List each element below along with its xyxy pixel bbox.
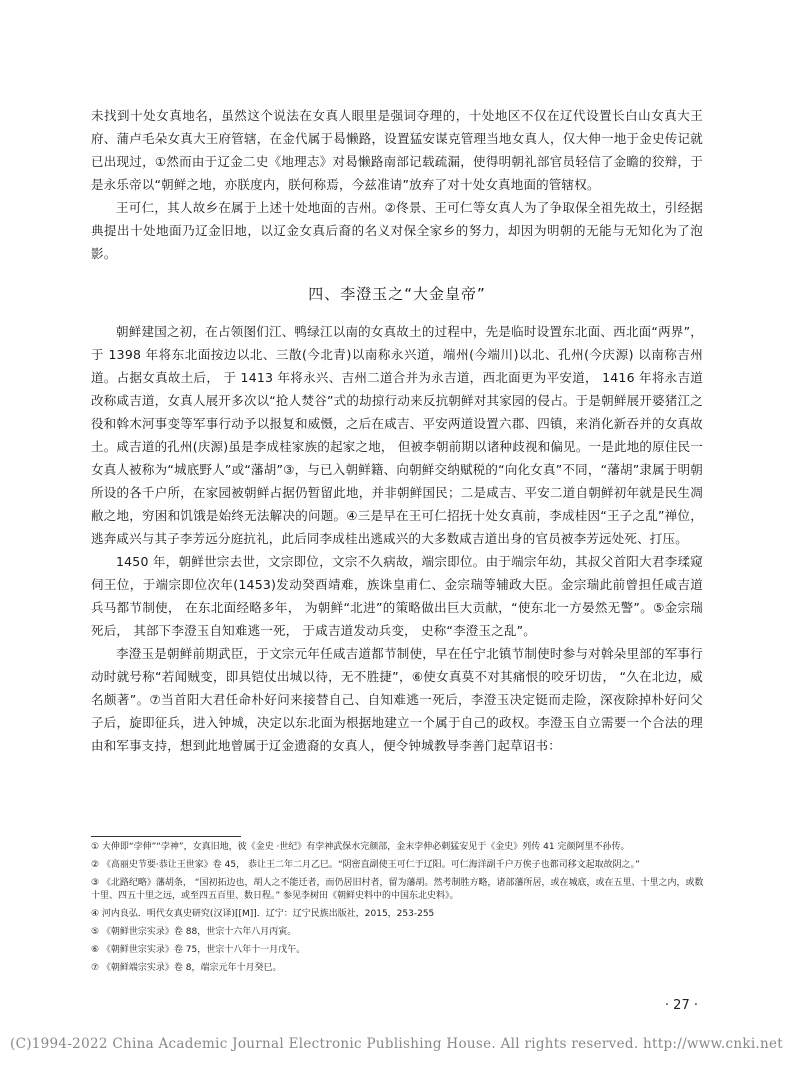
footnote: ① 大伸即“孛伸”“孛神”，女真旧地，彼《金史 ·世纪》有孛神武保水完颜部，金末孛伸必剌猛安见于《金史》列传 41 完颜阿里不孙传。 [91,842,630,852]
paragraph: 朝鲜建国之初，在占领图们江、鸭绿江以南的女真故土的过程中，先是临时设置东北面、西北面“两界”，于 1398 年将东北面按边以北、三散(今北青)以南称永兴道，端州(今端川)以北、孔州(今庆源) 以南称吉州道。占据女真故土后， 于 1413 年将永兴、吉州二道合并为永吉道，西北面更为平安道， 1416 年将永吉道改称咸吉道，女真人展开多次以“抢人焚谷”式的劫掠行动来反抗朝鲜对其家园的侵占。于是朝鲜展开婆猪江之役和斡木河事变等军事行动予以报复和威慑，之后在咸吉、平安两道设置六郡、四镇，来消化新吞并的女真故土。咸吉道的孔州(庆源)虽是李成桂家族的起家之地， 但被李朝前期以诸种歧视和偏见。一是此地的原住民一女真人被称为“城底野人”或“藩胡”③，与已入朝鲜籍、向朝鲜交纳赋税的“向化女真”不同，“藩胡”隶属于明朝所设的各千户所，在家园被朝鲜占据仍暂留此地，并非朝鲜国民；二是咸吉、平安二道自朝鲜初年就是民生凋敝之地，穷困和饥饿是始终无法解决的问题。④三是早在王可仁招抚十处女真前，李成桂因“王子之乱”禅位，逃奔咸兴与其子李芳远分庭抗礼，此后同李成桂出逃咸兴的大多数咸吉道出身的官员被李芳远处死、打压。 [91,324,703,546]
footnote: ⑥ 《朝鲜世宗实录》卷 75，世宗十八年十一月戊午。 [91,945,306,955]
copyright-watermark: (C)1994-2022 China Academic Journal Electronic Publishing House. All rights reserved. http://www.cnki.net [10,1036,784,1052]
paragraph: 李澄玉是朝鲜前期武臣，于文宗元年任咸吉道都节制使，早在任宁北镇节制使时参与对斡朵里部的军事行动时就号称“若闻贼变，即具铠仗出城以待，无不胜捷”，⑥使女真莫不对其痛恨的咬牙切齿， “久在北边，威名颇著”。⑦当首阳大君任命朴好问来接替自己、自知难逃一死后，李澄玉决定铤而走险，深夜除掉朴好问父子后，旋即征兵，进入钟城，决定以东北面为根据地建立一个属于自己的政权。李澄玉自立需要一个合法的理由和军事支持，想到此地曾属于辽金遗裔的女真人，便令钟城教导李善门起草诏书： [91,646,703,753]
footnotes [91,841,711,980]
paragraph: 王可仁，其人故乡在属于上述十处地面的吉州。②佟景、王可仁等女真人为了争取保全祖先故土，引经据典提出十处地面乃辽金旧地，以辽金女真后裔的名义对保全家乡的努力，却因为明朝的无能与无知化为了泡影。 [91,200,703,261]
footnote: ⑤ 《朝鲜世宗实录》卷 88，世宗十六年八月丙寅。 [91,927,297,937]
paragraph: 未找到十处女真地名，虽然这个说法在女真人眼里是强词夺理的，十处地区不仅在辽代设置长白山女真大王府、蒲卢毛朵女真大王府管辖，在金代属于曷懒路，设置猛安谋克管理当地女真人，仅大伸一地于金史传记就已出现过，①然而由于辽金二史《地理志》对曷懒路南部记载疏漏，使得明朝礼部官员轻信了金瞻的狡辩，于是永乐帝以“朝鲜之地，亦朕度内，朕何称焉，今兹准请”放弃了对十处女真地面的管辖权。 [91,108,703,192]
footnote-divider [91,836,241,837]
footnote: ② 《高丽史节要·恭让王世家》卷 45， 恭让王二年二月乙巳。“阴密直副使王可仁于辽阳。可仁海洋副千户万俟子也都司移文起取故阴之。” [91,860,640,870]
main-text [91,104,703,757]
footnote: ⑦ 《朝鲜端宗实录》卷 8，端宗元年十月癸巳。 [91,963,282,973]
page-number: · 27 · [664,998,698,1013]
footnote: ④ 河内良弘．明代女真史研究(汉译)[[M]]．辽宁：辽宁民族出版社，2015，253-255 [91,909,435,919]
section-heading: 四、李澄玉之“大金皇帝” [308,285,486,303]
paragraph: 1450 年，朝鲜世宗去世，文宗即位，文宗不久病故，端宗即位。由于端宗年幼，其叔父首阳大君李瑈窥伺王位，于端宗即位次年(1453)发动癸酉靖难，族诛皇甫仁、金宗瑞等辅政大臣。金宗瑞此前曾担任咸吉道兵马都节制使， 在东北面经略多年， 为朝鲜“北进”的策略做出巨大贡献，“使东北一方晏然无警”。⑤金宗瑞死后， 其部下李澄玉自知难逃一死， 于咸吉道发动兵变， 史称“李澄玉之乱”。 [91,554,703,638]
footnote: ③ 《北路纪略》藩胡条， “国初拓边也，胡人之不能迁者，而仍居旧村者，留为藩胡。然考制胜方略，诸部藩所居，或在城底，或在五里、十里之内，或数十里、四五十里之远，或至四五百里、数日程。” 参见李树田《朝鲜史料中的中国东北史料》。 [91,878,704,901]
